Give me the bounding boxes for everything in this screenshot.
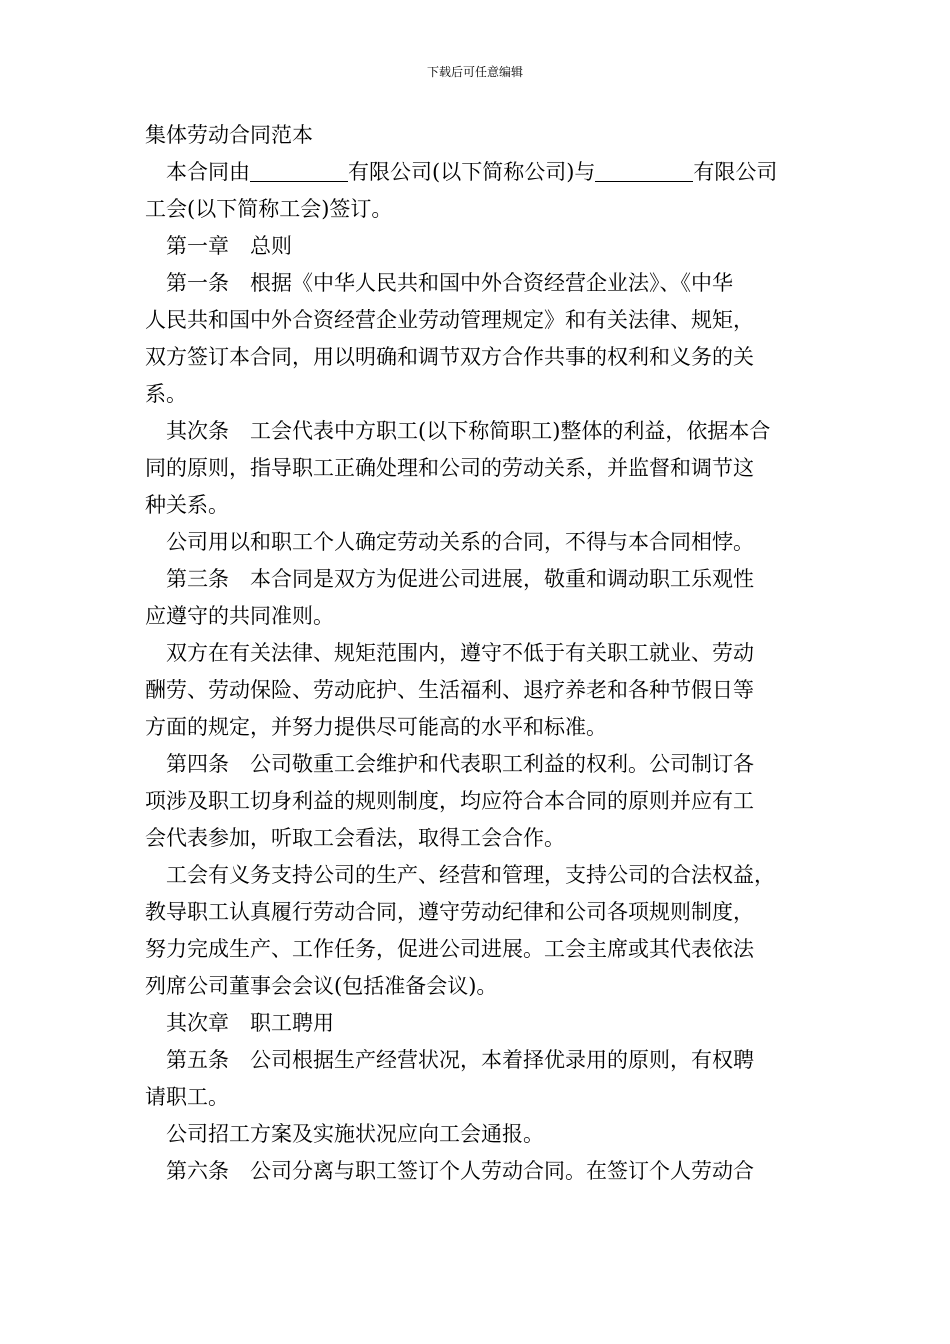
intro-line-2: 工会(以下简称工会)签订。	[145, 197, 393, 221]
article-paragraph: 第一条 根据《中华人民共和国中外合资经营企业法》、《中华 人民共和国中外合资经营企业劳动管理规定》和有关法律、规矩， 双方签订本合同，用以明确和调节双方合作共事的权利和义务的关 系。	[145, 271, 754, 406]
intro-text-1: 本合同由	[166, 160, 250, 184]
chapter-heading: 第一章 总则	[166, 234, 292, 258]
article-paragraph: 第六条 公司分离与职工签订个人劳动合同。在签订个人劳动合	[166, 1159, 754, 1183]
intro-text-2: 有限公司(以下简称公司)与	[348, 160, 596, 184]
article-paragraph: 公司招工方案及实施状况应向工会通报。	[166, 1122, 544, 1146]
article-paragraph: 双方在有关法律、规矩范围内，遵守不低于有关职工就业、劳动 酬劳、劳动保险、劳动庇护、生活福利、退疗养老和各种节假日等 方面的规定，并努力提供尽可能高的水平和标准。	[145, 641, 754, 739]
article-paragraph: 其次条 工会代表中方职工(以下称简职工)整体的利益，依据本合 同的原则，指导职工正确处理和公司的劳动关系，并监督和调节这 种关系。	[145, 419, 771, 517]
intro-paragraph	[145, 154, 810, 191]
chapter-heading: 其次章 职工聘用	[166, 1011, 334, 1035]
union-blank	[595, 159, 693, 182]
intro-text-3: 有限公司	[693, 160, 778, 184]
company-blank	[250, 159, 348, 182]
article-paragraph: 第四条 公司敬重工会维护和代表职工利益的权利。公司制订各 项涉及职工切身利益的规则制度，均应符合本合同的原则并应有工 会代表参加，听取工会看法，取得工会合作。	[145, 752, 754, 850]
article-paragraph: 第五条 公司根据生产经营状况，本着择优录用的原则，有权聘 请职工。	[145, 1048, 754, 1109]
document-title: 集体劳动合同范本	[145, 123, 313, 147]
page-header: 下载后可任意编辑	[426, 65, 523, 79]
article-paragraph: 工会有义务支持公司的生产、经营和管理，支持公司的合法权益， 教导职工认真履行劳动合同，遵守劳动纪律和公司各项规则制度， 努力完成生产、工作任务，促进公司进展。工会主席或其代表依法 列席公司董事会会议(包括准备会议)。	[145, 863, 775, 998]
article-paragraph: 公司用以和职工个人确定劳动关系的合同，不得与本合同相悖。	[166, 530, 754, 554]
document-body	[145, 117, 810, 1190]
article-paragraph: 第三条 本合同是双方为促进公司进展，敬重和调动职工乐观性 应遵守的共同准则。	[145, 567, 754, 628]
